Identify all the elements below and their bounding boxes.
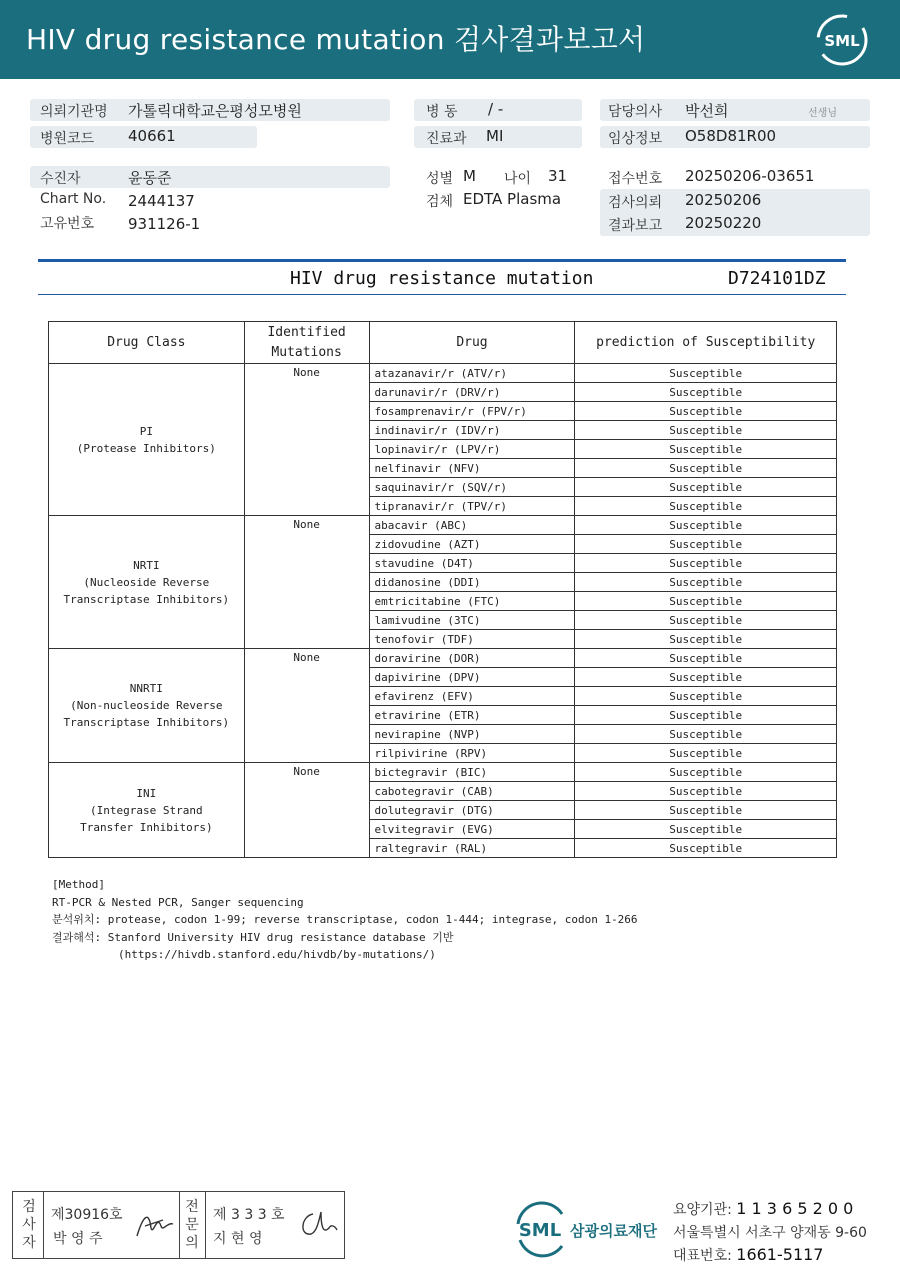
dept-value: MI xyxy=(486,127,504,145)
method-line-4: (https://hivdb.stanford.edu/hivdb/by-mutations/) xyxy=(118,948,436,961)
report-title: HIV drug resistance mutation 검사결과보고서 xyxy=(26,23,646,56)
footer-phone-label: 대표번호: xyxy=(673,1248,737,1264)
method-line-2: 분석위치: protease, codon 1-99; reverse transcriptase, codon 1-444; integrase, codon 1-266 xyxy=(52,913,638,926)
susceptibility-cell: Susceptible xyxy=(575,782,837,801)
age-value: 31 xyxy=(548,167,568,185)
footer-phone-value: 1661-5117 xyxy=(736,1245,824,1264)
susceptibility-cell: Susceptible xyxy=(575,744,837,763)
drug-cell: elvitegravir (EVG) xyxy=(369,820,575,839)
mutations-cell: None xyxy=(244,516,369,649)
susceptibility-cell: Susceptible xyxy=(575,573,837,592)
unique-no-label: 고유번호 xyxy=(40,216,95,232)
chart-no-value: 2444137 xyxy=(128,192,195,210)
susceptibility-cell: Susceptible xyxy=(575,459,837,478)
table-row xyxy=(49,516,837,535)
examiner-vertical-label: 검 사 자 xyxy=(22,1199,36,1251)
section-code: D724101DZ xyxy=(728,268,826,289)
examiner-signature xyxy=(133,1206,177,1242)
signature-divider xyxy=(205,1192,206,1258)
drug-cell: rilpivirine (RPV) xyxy=(369,744,575,763)
header-susceptibility: prediction of Susceptibility xyxy=(575,322,837,364)
chart-no-label: Chart No. xyxy=(40,191,107,207)
examiner-license: 제30916호 xyxy=(51,1207,123,1223)
sex-label: 성별 xyxy=(426,171,454,187)
specialist-name: 지 현 영 xyxy=(213,1231,263,1247)
susceptibility-cell: Susceptible xyxy=(575,402,837,421)
drug-class-cell: PI (Protease Inhibitors) xyxy=(49,364,245,516)
drug-cell: dolutegravir (DTG) xyxy=(369,801,575,820)
signature-divider xyxy=(43,1192,44,1258)
report-date-value: 20250220 xyxy=(685,214,762,232)
susceptibility-cell: Susceptible xyxy=(575,839,837,858)
drug-cell: stavudine (D4T) xyxy=(369,554,575,573)
drug-cell: lamivudine (3TC) xyxy=(369,611,575,630)
susceptibility-cell: Susceptible xyxy=(575,383,837,402)
method-line-1: RT-PCR & Nested PCR, Sanger sequencing xyxy=(52,895,304,909)
drug-cell: atazanavir/r (ATV/r) xyxy=(369,364,575,383)
drug-cell: darunavir/r (DRV/r) xyxy=(369,383,575,402)
susceptibility-cell: Susceptible xyxy=(575,592,837,611)
drug-cell: saquinavir/r (SQV/r) xyxy=(369,478,575,497)
footer-address: 서울특별시 서초구 양재동 9-60 xyxy=(673,1225,867,1241)
sex-value: M xyxy=(463,167,476,185)
susceptibility-cell: Susceptible xyxy=(575,516,837,535)
sml-logo xyxy=(814,12,870,68)
susceptibility-cell: Susceptible xyxy=(575,440,837,459)
report-date-label: 결과보고 xyxy=(608,218,663,234)
hospital-code-value: 40661 xyxy=(128,127,176,145)
table-row xyxy=(49,763,837,782)
drug-cell: dapivirine (DPV) xyxy=(369,668,575,687)
drug-cell: didanosine (DDI) xyxy=(369,573,575,592)
specimen-value: EDTA Plasma xyxy=(463,190,562,208)
drug-cell: efavirenz (EFV) xyxy=(369,687,575,706)
patient-value: 윤동준 xyxy=(128,169,172,187)
susceptibility-cell: Susceptible xyxy=(575,763,837,782)
drug-cell: tenofovir (TDF) xyxy=(369,630,575,649)
method-line-3: 결과해석: Stanford University HIV drug resistance database 기반 xyxy=(52,930,454,944)
institution-value: 가톨릭대학교은평성모병원 xyxy=(128,102,302,120)
ward-label: 병 동 xyxy=(426,104,458,120)
susceptibility-cell: Susceptible xyxy=(575,649,837,668)
mutations-cell: None xyxy=(244,649,369,763)
age-label: 나이 xyxy=(504,171,532,187)
susceptibility-cell: Susceptible xyxy=(575,706,837,725)
receipt-value: 20250206-03651 xyxy=(685,167,815,185)
drug-cell: emtricitabine (FTC) xyxy=(369,592,575,611)
patient-label: 수진자 xyxy=(40,171,81,187)
doctor-value: 박선희 xyxy=(685,102,729,120)
patient-row xyxy=(30,166,390,188)
request-label: 검사의뢰 xyxy=(608,195,663,211)
unique-no-value: 931126-1 xyxy=(128,215,201,233)
footer-code-label: 요양기관: xyxy=(673,1202,737,1218)
table-row xyxy=(49,364,837,383)
susceptibility-cell: Susceptible xyxy=(575,725,837,744)
drug-cell: doravirine (DOR) xyxy=(369,649,575,668)
drug-class-cell: NRTI (Nucleoside Reverse Transcriptase Inhibitors) xyxy=(49,516,245,649)
drug-cell: indinavir/r (IDV/r) xyxy=(369,421,575,440)
susceptibility-cell: Susceptible xyxy=(575,820,837,839)
footer-code-value: 1 1 3 6 5 2 0 0 xyxy=(736,1199,854,1218)
section-title: HIV drug resistance mutation xyxy=(290,268,594,289)
drug-class-cell: NNRTI (Non-nucleoside Reverse Transcriptase Inhibitors) xyxy=(49,649,245,763)
susceptibility-cell: Susceptible xyxy=(575,630,837,649)
clinical-value: O58D81R00 xyxy=(685,127,777,145)
examiner-name: 박 영 주 xyxy=(53,1231,103,1247)
footer-institution-code xyxy=(673,1199,853,1219)
specimen-label: 검체 xyxy=(426,194,454,210)
susceptibility-cell: Susceptible xyxy=(575,554,837,573)
drug-cell: cabotegravir (CAB) xyxy=(369,782,575,801)
table-header-row xyxy=(49,322,837,364)
sml-logo-text: SML xyxy=(824,32,860,50)
footer-phone xyxy=(673,1245,823,1265)
susceptibility-cell: Susceptible xyxy=(575,478,837,497)
drug-cell: fosamprenavir/r (FPV/r) xyxy=(369,402,575,421)
ward-value: / - xyxy=(488,100,504,118)
request-value: 20250206 xyxy=(685,191,762,209)
drug-class-cell: INI (Integrase Strand Transfer Inhibitors) xyxy=(49,763,245,858)
susceptibility-cell: Susceptible xyxy=(575,668,837,687)
drug-cell: lopinavir/r (LPV/r) xyxy=(369,440,575,459)
drug-cell: raltegravir (RAL) xyxy=(369,839,575,858)
report-header xyxy=(0,0,900,79)
header-mutations: Identified Mutations xyxy=(244,322,369,364)
foundation-logo-text: SML xyxy=(518,1220,562,1241)
drug-cell: tipranavir/r (TPV/r) xyxy=(369,497,575,516)
method-notes xyxy=(52,876,638,964)
method-heading: [Method] xyxy=(52,878,105,891)
susceptibility-cell: Susceptible xyxy=(575,801,837,820)
header-drug-class: Drug Class xyxy=(49,322,245,364)
clinical-label: 임상정보 xyxy=(608,131,663,147)
specialist-vertical-label: 전 문 의 xyxy=(185,1199,199,1251)
susceptibility-cell: Susceptible xyxy=(575,535,837,554)
susceptibility-cell: Susceptible xyxy=(575,421,837,440)
drug-cell: zidovudine (AZT) xyxy=(369,535,575,554)
mutations-cell: None xyxy=(244,364,369,516)
susceptibility-cell: Susceptible xyxy=(575,611,837,630)
results-table xyxy=(48,321,837,858)
mutations-cell: None xyxy=(244,763,369,858)
institution-label: 의뢰기관명 xyxy=(40,104,108,120)
specialist-signature xyxy=(295,1206,341,1242)
receipt-label: 접수번호 xyxy=(608,171,663,187)
doctor-label: 담당의사 xyxy=(608,104,663,120)
header-drug: Drug xyxy=(369,322,575,364)
hospital-code-label: 병원코드 xyxy=(40,131,95,147)
drug-cell: bictegravir (BIC) xyxy=(369,763,575,782)
dept-label: 진료과 xyxy=(426,131,467,147)
specialist-license: 제 3 3 3 호 xyxy=(213,1207,285,1223)
susceptibility-cell: Susceptible xyxy=(575,364,837,383)
drug-cell: etravirine (ETR) xyxy=(369,706,575,725)
results-body xyxy=(49,364,837,858)
susceptibility-cell: Susceptible xyxy=(575,497,837,516)
drug-cell: nelfinavir (NFV) xyxy=(369,459,575,478)
section-rule-bottom xyxy=(38,294,846,295)
susceptibility-cell: Susceptible xyxy=(575,687,837,706)
table-row xyxy=(49,649,837,668)
drug-cell: abacavir (ABC) xyxy=(369,516,575,535)
drug-cell: nevirapine (NVP) xyxy=(369,725,575,744)
signature-box xyxy=(12,1191,345,1259)
foundation-name: 삼광의료재단 xyxy=(570,1222,657,1240)
section-rule-top xyxy=(38,259,846,262)
doctor-suffix: 선생님 xyxy=(808,108,837,119)
